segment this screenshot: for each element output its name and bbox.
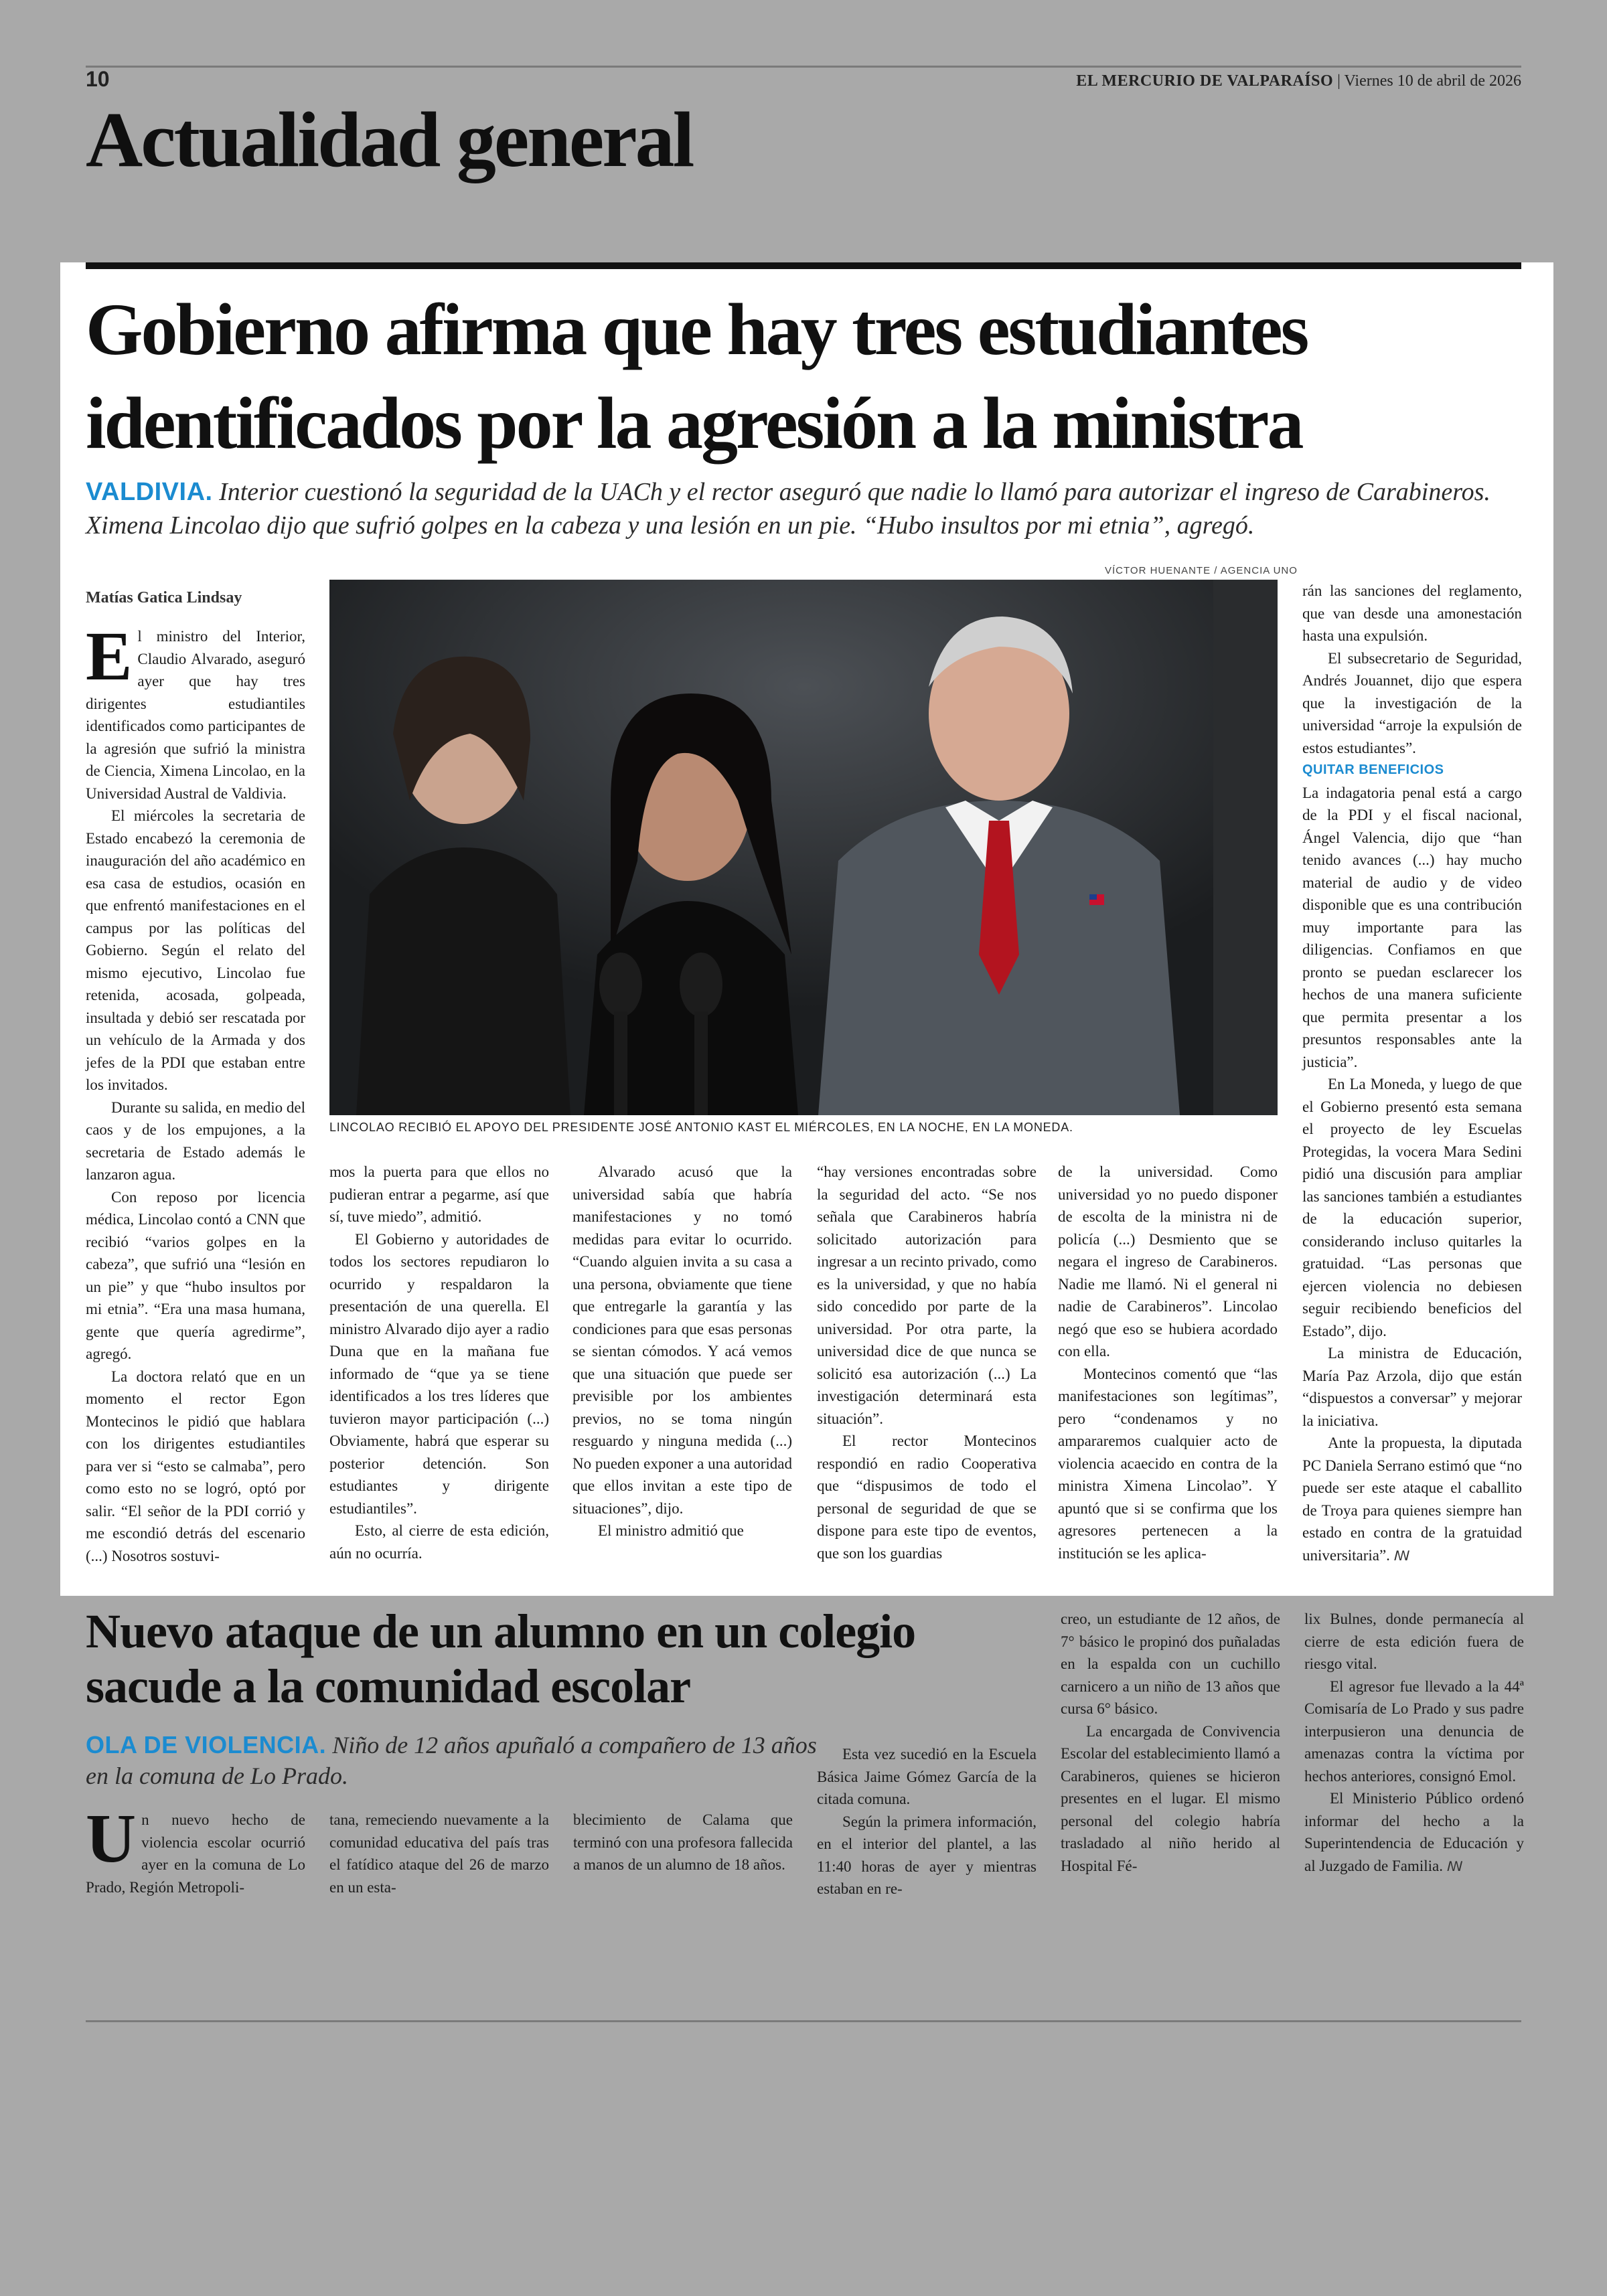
paragraph: Durante su salida, en medio del caos y de los empujones, a la secretaria de Estado además le lanzaron agua.	[86, 1098, 305, 1183]
byline: Matías Gatica Lindsay	[86, 589, 242, 606]
paragraph: El Gobierno y autoridades de todos los sectores repudiaron lo ocurrido y respaldaron la presentación de una querella. El ministro Alvarado dijo ayer a radio Duna que en la mañana fue informado de “que ya se tiene identificados a los tres líderes que tuvieron mayor participación (...) Obviamente, habrá que esperar su posterior detención. Son estudiantes y dirigente estudiantiles”.	[329, 1230, 549, 1517]
paragraph: Según la primera información, en el interior del plantel, a las 11:40 horas de ayer y mientras estaban en re-	[817, 1813, 1037, 1897]
paragraph: de la universidad. Como universidad yo no puedo disponer de escolta de la ministra ni de policía (...) Desmiento que se negara el ingreso de Carabineros. Nadie me llamó. Ni el general ni nadie de Carabineros”. Lincolao negó que eso se hubiera acordado con ella.	[1058, 1163, 1278, 1360]
news-photo-illustration	[329, 580, 1278, 1115]
bottom-rule	[86, 2020, 1521, 2022]
paragraph: Esto, al cierre de esta edición, aún no ocurría.	[329, 1522, 549, 1562]
photo-credit: VÍCTOR HUENANTE / AGENCIA UNO	[1105, 565, 1298, 576]
second-lede-text: Niño de 12 años apuñaló a compañero de 13 años en la comuna de Lo Prado.	[86, 1732, 817, 1789]
main-kicker: VALDIVIA.	[86, 478, 213, 506]
publication-date: Viernes 10 de abril de 2026	[1344, 72, 1521, 90]
second-column-3	[573, 1809, 793, 1876]
second-column-1	[86, 1800, 305, 1898]
end-mark-icon: ꟿ	[1393, 1548, 1410, 1564]
main-column-6	[1302, 580, 1522, 1568]
page-number: 10	[86, 67, 110, 91]
second-column-2	[329, 1809, 549, 1898]
second-headline: Nuevo ataque de un alumno en un colegio sacude a la comunidad escolar	[86, 1605, 916, 1713]
end-mark-icon: ꟿ	[1446, 1859, 1463, 1874]
main-headline: Gobierno afirma que hay tres estudiantes identificados por la agresión a la ministra	[86, 289, 1308, 464]
paragraph: El ministro admitió que	[598, 1522, 744, 1539]
main-lede	[86, 475, 1532, 542]
paragraph: n nuevo hecho de violencia escolar ocurrió ayer en la comuna de Lo Prado, Región Metropoli-	[86, 1811, 305, 1896]
paragraph: lix Bulnes, donde permanecía al cierre de esta edición fuera de riesgo vital.	[1304, 1611, 1524, 1672]
drop-cap: E	[86, 618, 133, 695]
paragraph: La doctora relató que en un momento el rector Egon Montecinos le pidió que hablara con los dirigentes estudiantiles para ver si “esto se calmaba”, pero como esto no se logró, optó por salir. “El señor de la PDI corrió y me escondió detrás del escenario (...) Nosotros sostuvi-	[86, 1368, 305, 1564]
masthead-info	[1076, 72, 1521, 90]
paragraph-text: El Ministerio Público ordenó informar del hecho a la Superintendencia de Educación y al Juzgado de Familia.	[1304, 1790, 1524, 1874]
paragraph: tana, remeciendo nuevamente a la comunidad educativa del país tras el fatídico ataque del 26 de marzo en un esta-	[329, 1811, 549, 1896]
paragraph: blecimiento de Calama que terminó con una profesora fallecida a manos de un alumno de 18 años.	[573, 1811, 793, 1873]
main-column-5	[1058, 1161, 1278, 1564]
paragraph: Montecinos comentó que “las manifestaciones son legítimas”, pero “condenamos y no ampararemos cualquier acto de violencia acaecido en contra de la ministra Ximena Lincolao”. Y apuntó que si se confirma que los agresores pertenecen a la institución se les aplica-	[1058, 1365, 1278, 1562]
paragraph-text: Ante la propuesta, la diputada PC Daniela Serrano estimó que “no puede ser este ataque el caballito de Troya para quienes siempre han estado en contra de la gratuidad universitaria”.	[1302, 1434, 1522, 1564]
paragraph: El agresor fue llevado a la 44ª Comisaría de Lo Prado y sus padre interpusieron una denuncia de amenazas contra la víctima por hechos anteriores, consignó Emol.	[1304, 1677, 1524, 1785]
paragraph: “hay versiones encontradas sobre la seguridad del acto. “Se nos señala que Carabineros habría solicitado autorización para ingresar a un recinto privado, como es la universidad, y que no había sido concedido por parte de la universidad. Por otra parte, la universidad dice de que nunca se solicitó esa autorización (...) La investigación determinará esta situación”.	[817, 1163, 1037, 1427]
paragraph: l ministro del Interior, Claudio Alvarado, aseguró ayer que hay tres dirigentes estudiantiles identificados como participantes de la agresión que sufrió la ministra de Ciencia, Ximena Lincolao, en la Universidad Austral de Valdivia.	[86, 628, 305, 802]
second-column-4	[817, 1743, 1037, 1900]
paragraph: Alvarado acusó que la universidad sabía que habría manifestaciones y no tomó medidas para evitar lo ocurrido. “Cuando alguien invita a su casa a una persona, obviamente que tiene que entregarle la garantía y las condiciones para que esas personas se sientan cómodos. Y acá vemos que una situación que puede ser previsible por los ambientes previos, no se toma ningún resguardo y ninguna medida (...) No pueden exponer a una autoridad que ellos invitan a este tipo de situaciones”, dijo.	[572, 1163, 792, 1517]
paragraph: Con reposo por licencia médica, Lincolao contó a CNN que recibió “varios golpes en la cabeza”, que sufrió una “lesión en un pie” y que “hubo insultos por mi etnia”. “Era una masa humana, gente que quería agredirme”, agregó.	[86, 1188, 305, 1362]
paragraph: Esta vez sucedió en la Escuela Básica Jaime Gómez García de la citada comuna.	[817, 1746, 1037, 1807]
second-column-6	[1304, 1608, 1524, 1878]
paragraph: creo, un estudiante de 12 años, de 7° básico le propinó dos puñaladas en la espalda con un cuchillo carnicero a un niño de 13 años que cursa 6° básico.	[1061, 1611, 1280, 1717]
paragraph: En La Moneda, y luego de que el Gobierno presentó esta semana el proyecto de ley Escuelas Protegidas, la vocera Mara Sedini pidió una discusión para ampliar las sanciones también a estudiantes de la educación superior, considerando incluso quitarles la gratuidad. “Las personas que ejercen violencia no debiesen seguir recibiendo beneficios del Estado”, dijo.	[1302, 1076, 1522, 1339]
subhead: QUITAR BENEFICIOS	[1302, 762, 1444, 777]
paragraph: mos la puerta para que ellos no pudieran entrar a pegarme, así que sí, tuve miedo”, admitió.	[329, 1163, 549, 1225]
paragraph: El subsecretario de Seguridad, Andrés Jouannet, dijo que espera que la investigación de la universidad “arroje la expulsión de estos estudiantes”.	[1302, 649, 1522, 756]
drop-cap: U	[86, 1800, 137, 1877]
paragraph: La indagatoria penal está a cargo de la PDI y el fiscal nacional, Ángel Valencia, dijo que “han tenido avances (...) hay mucho material de audio y de video disponible que es una contribución muy importante para las diligencias. Confiamos en que pronto se puedan esclarecer los hechos de una manera suficiente que permita presentar a los presuntos responsables ante la justicia”.	[1302, 784, 1522, 1070]
main-article	[60, 262, 1553, 1596]
news-photo	[329, 580, 1278, 1115]
paragraph: La ministra de Educación, María Paz Arzola, dijo que están “dispuestos a conversar” y mejorar la iniciativa.	[1302, 1345, 1522, 1429]
second-kicker: OLA DE VIOLENCIA.	[86, 1731, 327, 1758]
main-column-1	[86, 618, 305, 1567]
main-column-2	[329, 1161, 549, 1564]
paragraph	[1304, 1787, 1524, 1878]
paragraph: La encargada de Convivencia Escolar del establecimiento llamó a Carabineros, quienes se hicieron presentes en el lugar. El mismo personal del colegio habría trasladado al niño herido al Hospital Fé-	[1061, 1722, 1280, 1874]
second-lede	[86, 1730, 822, 1791]
paragraph: El rector Montecinos respondió en radio Cooperativa que “dispusimos de todo el personal de seguridad de que se dispone para este tipo de eventos, que son los guardias	[817, 1432, 1037, 1562]
main-lede-text: Interior cuestionó la seguridad de la UACh y el rector aseguró que nadie lo llamó para autorizar el ingreso de Carabineros. Ximena Lincolao dijo que sufrió golpes en la cabeza y una lesión en un pie. “Hubo insultos por mi etnia”, agregó.	[86, 478, 1490, 540]
section-title: Actualidad general	[86, 96, 693, 183]
paragraph: rán las sanciones del reglamento, que van desde una amonestación hasta una expulsión.	[1302, 582, 1522, 644]
main-column-3	[572, 1161, 792, 1542]
second-column-5	[1061, 1608, 1280, 1877]
photo-caption: LINCOLAO RECIBIÓ EL APOYO DEL PRESIDENTE JOSÉ ANTONIO KAST EL MIÉRCOLES, EN LA NOCHE, EN LA MONEDA.	[329, 1121, 1073, 1134]
publication-name: EL MERCURIO DE VALPARAÍSO	[1076, 72, 1334, 90]
masthead-separator: |	[1333, 72, 1345, 90]
paragraph: El miércoles la secretaria de Estado encabezó la ceremonia de inauguración del año académico en esa casa de estudios, ocasión en que enfrentó manifestaciones en el campus por las políticas del Gobierno. Según el relato del mismo ejecutivo, Lincolao fue retenida, acosada, golpeada, insultada y debió ser rescatada por un vehículo de la Armada y dos jefes de la PDI que estaban entre los invitados.	[86, 807, 305, 1093]
main-article-rule	[86, 262, 1521, 269]
paragraph	[1302, 1432, 1522, 1568]
top-rule	[86, 66, 1521, 68]
main-column-4	[817, 1161, 1037, 1564]
